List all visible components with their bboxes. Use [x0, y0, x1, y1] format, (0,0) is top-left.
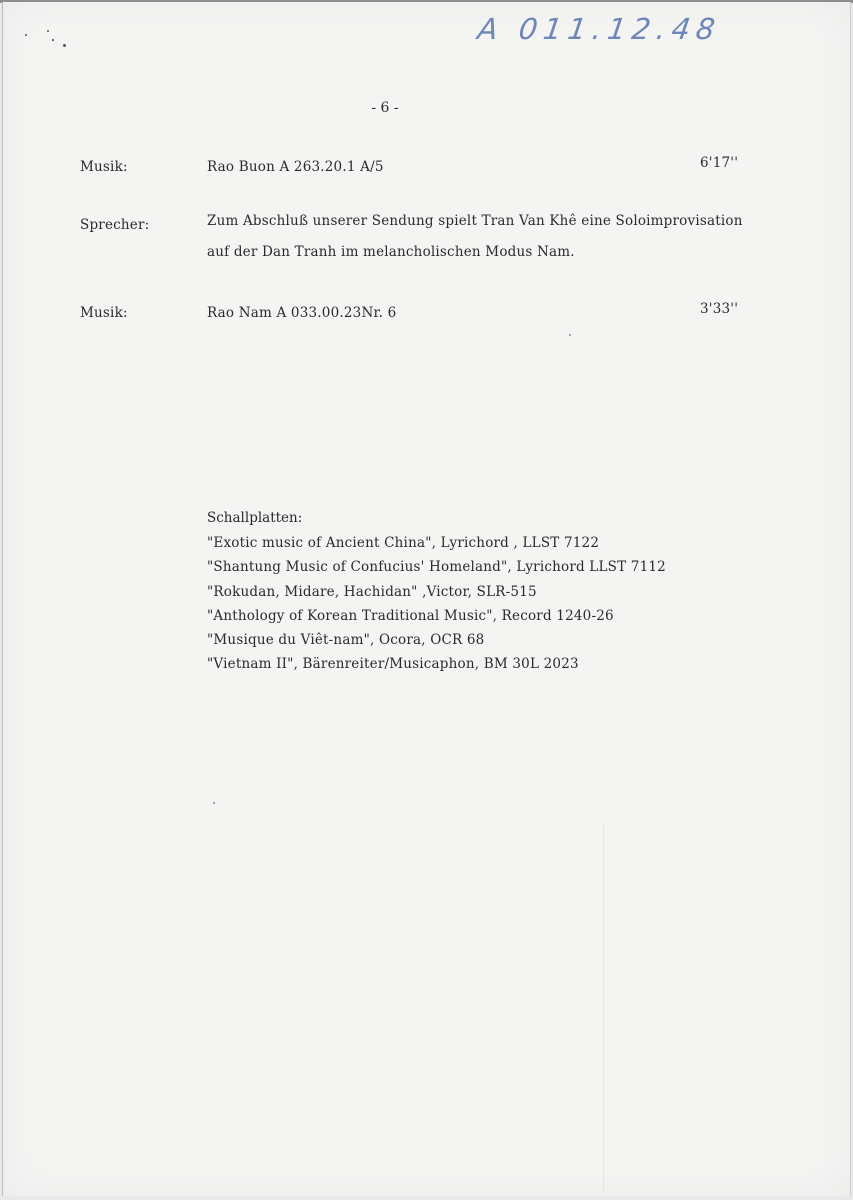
ink-speck [25, 34, 27, 36]
entry-label-sprecher: Sprecher: [80, 217, 150, 233]
reference-item: "Anthology of Korean Traditional Music", Record 1240-26 [207, 607, 614, 624]
reference-item: "Musique du Viêt-nam", Ocora, OCR 68 [207, 632, 485, 649]
reference-item: "Rokudan, Midare, Hachidan" ,Victor, SLR-515 [207, 583, 537, 600]
paper-fold-line [603, 822, 604, 1192]
entry-sprecher-line-1: Zum Abschluß unserer Sendung spielt Tran Van Khê eine Soloimprovisation [207, 213, 743, 229]
ink-speck [63, 44, 66, 47]
reference-item: "Shantung Music of Confucius' Homeland", Lyrichord LLST 7112 [207, 559, 666, 576]
page-number: - 6 - [371, 100, 399, 116]
entry-label-musik-2: Musik: [80, 305, 128, 321]
reference-item: "Vietnam II", Bärenreiter/Musicaphon, BM 30L 2023 [207, 656, 579, 673]
entry-musik-1-duration: 6'17'' [700, 155, 739, 171]
reference-item: "Exotic music of Ancient China", Lyrichord , LLST 7122 [207, 535, 600, 551]
ink-speck [213, 802, 215, 804]
entry-sprecher-line-2: auf der Dan Tranh im melancholischen Modus Nam. [207, 244, 575, 260]
entry-label-musik-1: Musik: [80, 159, 128, 175]
handwritten-archive-number: A 011.12.48 [475, 12, 724, 46]
entry-musik-2-text: Rao Nam A 033.00.23Nr. 6 [207, 305, 397, 321]
entry-musik-1-text: Rao Buon A 263.20.1 A/5 [207, 159, 384, 175]
ink-speck [47, 30, 49, 32]
references-list [207, 536, 666, 682]
ink-speck [569, 334, 571, 336]
references-title: Schallplatten: [207, 510, 303, 526]
entry-musik-2-duration: 3'33'' [700, 301, 739, 317]
ink-speck [52, 39, 54, 41]
